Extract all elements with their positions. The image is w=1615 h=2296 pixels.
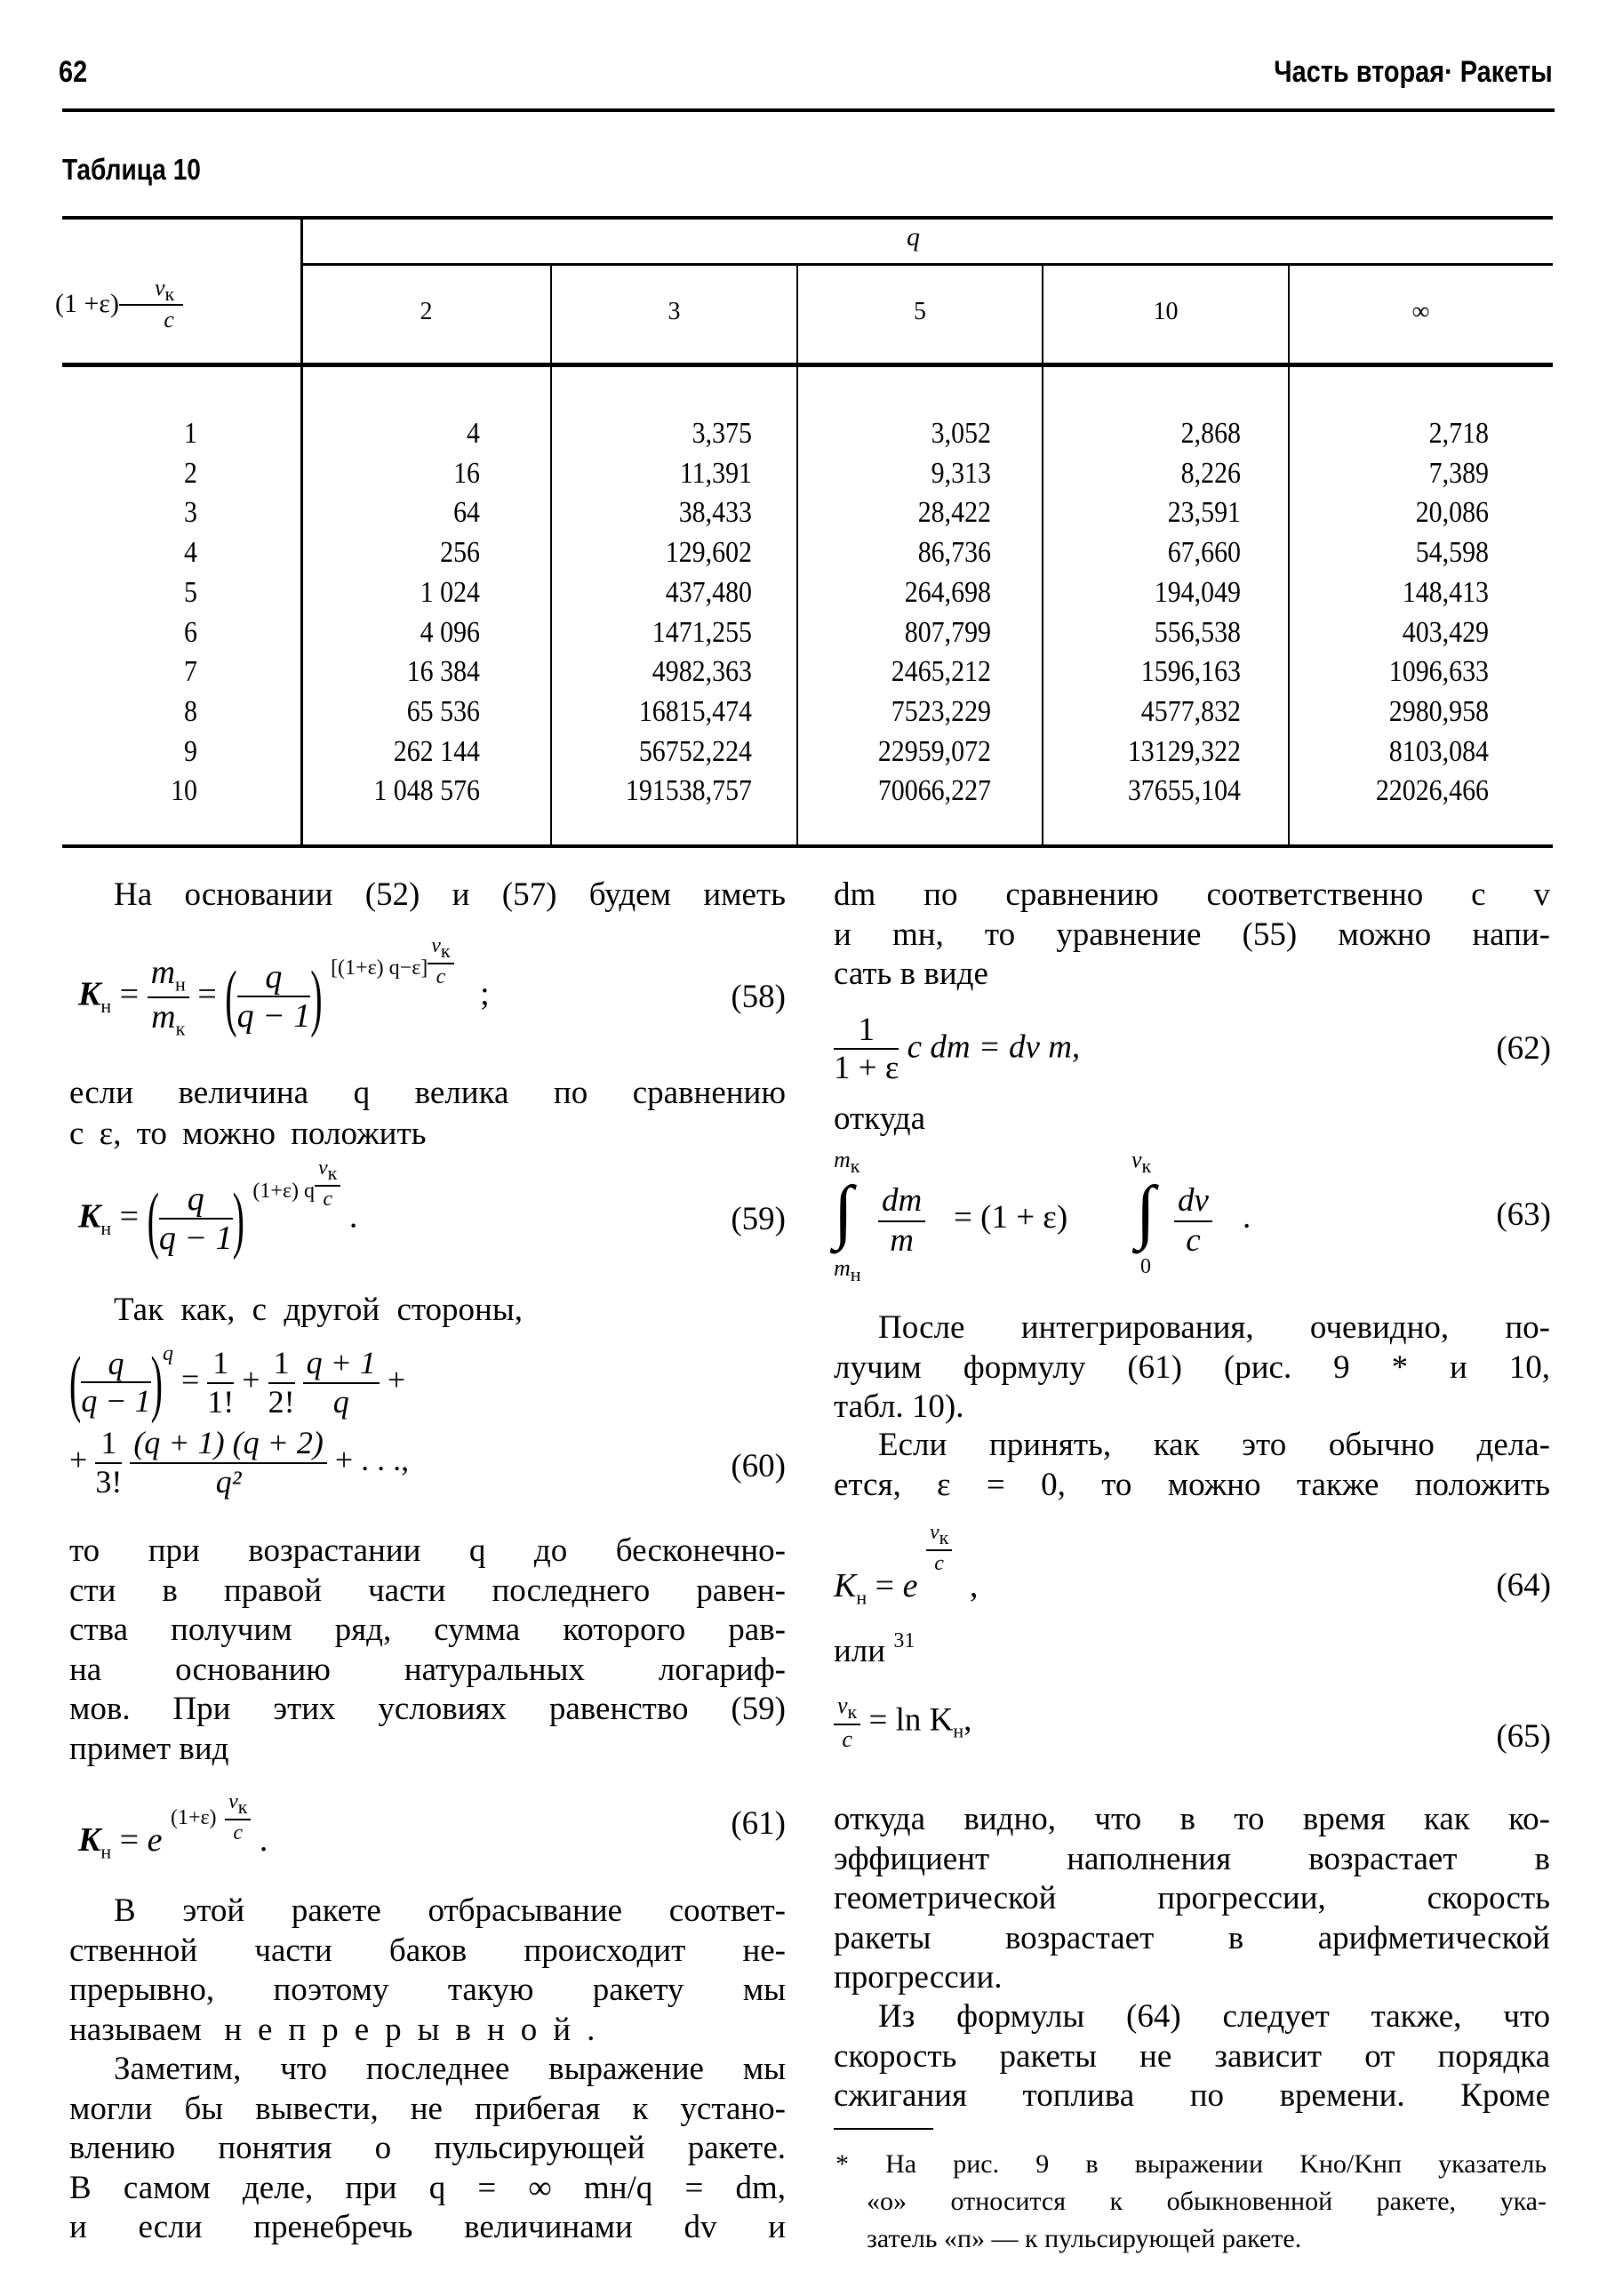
paragraph-line: то при возрастании q до бесконечно- [69,1532,786,1569]
table-cell: 22959,072 [877,734,991,768]
table-cell: 264,698 [904,575,991,609]
group-header-q: q [907,222,920,252]
table-cell: 64 [453,496,480,530]
table-cell: 403,429 [1402,615,1489,649]
paragraph-line: ется, ε = 0, то можно также положить [834,1466,1550,1503]
table-cell: 9,313 [931,456,991,490]
paragraph-line: dm по сравнению соответственно с v [834,876,1550,913]
table-top-rule [62,216,1553,220]
table-cell: 1 024 [420,575,480,609]
row-label: 8 [184,694,197,728]
equation-number: (62) [1496,1030,1551,1067]
table-cell: 4 096 [420,615,480,649]
column-header: 2 [420,298,433,325]
paragraph-line: сжигания топлива по времени. Кроме [834,2077,1550,2115]
table-cell: 191538,757 [625,774,752,808]
equation-59: $K_н$ = ( $\frac{q}{q - 1}$ ) $^{(1+\varepsilon) q}$ $\frac{v_к}{c}$ . [78,1156,358,1261]
paragraph-line: прерывно, поэтому такую ракету мы [69,1972,786,2009]
table-cell: 13129,322 [1127,734,1241,768]
table-cell: 1 048 576 [373,774,480,808]
paragraph-line: На основании (52) и (57) будем иметь [114,876,786,913]
equation-62: $\frac{1}{1 + \varepsilon}$ c dm = dv m, [834,1012,1081,1086]
column-header: 5 [914,298,926,325]
paragraph-line: Так как, с другой стороны, [114,1292,523,1328]
equation-61: $K_н = e$ (1+ε) $\frac{v_к}{c}$ . [78,1790,268,1863]
equation-number: (58) [731,979,786,1015]
paragraph-line: влению понятия о пульсирующей ракете. [69,2130,786,2167]
table-cell: 256 [440,536,480,570]
paragraph-line: если величина q велика по сравнению [69,1075,786,1111]
table-cell: 70066,227 [877,774,991,808]
paragraph-line: ства получим ряд, сумма которого рав- [69,1612,786,1649]
equation-number: (61) [731,1805,786,1842]
equation-number: (63) [1496,1196,1551,1233]
table-cell: 4 [467,417,480,450]
table-cell: 3,052 [931,417,991,450]
paragraph-line: называем непрерывной. [69,2012,612,2048]
header-rule [62,108,1555,112]
paragraph-line: с ε, то можно положить [69,1116,427,1152]
group-header-rule [302,263,1553,266]
paragraph-line: откуда видно, что в то время как ко- [834,1801,1550,1837]
equation-number: (60) [731,1448,786,1484]
equation-63: $m_к$ ∫ $m_н$ $\frac{dm}{m}$ = (1 + ε) $v_к$ ∫ 0 $\frac{dv}{c}$ . [834,1147,1251,1286]
paragraph-line: скорость ракеты не зависит от порядка [834,2037,1550,2075]
emphasized-term: непрерывной. [224,2012,612,2048]
table-cell: 556,538 [1154,615,1241,649]
row-label: 2 [184,456,197,490]
table-cell: 54,598 [1415,536,1489,570]
table-cell: 262 144 [393,734,480,768]
equation-64: $K_н = e$ $\frac{v_к}{c}$ , [834,1521,979,1609]
table-cell: 65 536 [406,694,480,728]
row-label: 6 [184,615,197,649]
table-cell: 807,799 [904,615,991,649]
table-cell: 4577,832 [1140,694,1241,728]
column-header: ∞ [1411,298,1430,325]
paragraph-line: Заметим, что последнее выражение мы [114,2051,786,2087]
page-number: 62 [59,55,88,89]
table-cell: 38,433 [678,496,752,530]
paragraph-line: и mн, то уравнение (55) можно напи- [834,916,1550,953]
table-cell: 28,422 [917,496,991,530]
row-label: 9 [184,734,197,768]
paragraph-line: и если пренебречь величинами dv и [69,2209,786,2246]
equation-number: (59) [731,1201,786,1237]
paragraph-line: на основанию натуральных логариф- [69,1651,786,1688]
table-cell: 20,086 [1415,496,1489,530]
table-cell: 16 [453,456,480,490]
paragraph-line: сти в правой части последнего равен- [69,1572,786,1609]
paragraph-line: В самом деле, при q = ∞ mн/q = dm, [69,2169,786,2206]
row-label: 1 [184,417,197,450]
footnote-line: * На рис. 9 в выражении Kно/Kнп указатель [835,2149,1547,2179]
paragraph-line: или $^{31}$ [834,1629,915,1669]
equation-number: (64) [1496,1567,1551,1604]
table-cell: 7,389 [1428,456,1489,490]
paragraph-line: мов. При этих условиях равенство (59) [69,1691,786,1728]
endnote-reference: 31 [893,1629,915,1652]
table-bottom-rule [62,844,1553,848]
table-cell: 16 384 [406,655,480,689]
table-cell: 67,660 [1167,536,1241,570]
paragraph-line: ракеты возрастает в арифметической [834,1919,1550,1956]
table-cell: 129,602 [665,536,752,570]
table-cell: 11,391 [679,456,752,490]
equation-60-line2: + $\frac{1}{3!}$ $\frac{(q + 1) (q + 2)}{\text{q²}}$ + . . ., [69,1425,410,1500]
running-title: Часть вторая· Ракеты [1274,55,1553,89]
paragraph-line: эффициент наполнения возрастает в [834,1840,1550,1877]
paragraph-line: откуда [834,1100,926,1137]
row-label: 4 [184,536,197,570]
table-cell: 1471,255 [652,615,752,649]
equation-58: $K_н$ = $\frac{m_н}{m_к}$ = ( $\frac{q}{q - 1}$ ) [(1+ε) q−ε] $\frac{v_к}{c}$ ; [78,933,490,1040]
table-cell: 56752,224 [638,734,752,768]
column-divider [550,264,552,844]
paragraph-line: Из формулы (64) следует также, что [878,1998,1550,2035]
column-divider [796,264,798,844]
paragraph-line: сать в виде [834,956,988,993]
table-cell: 148,413 [1402,575,1489,609]
table-cell: 2980,958 [1388,694,1489,728]
column-header: 3 [668,298,681,325]
paragraph-line: ственной части баков происходит не- [69,1932,786,1969]
equation-65: $\frac{v_к}{c}$ = $\ln K_н$, [834,1693,971,1752]
paragraph-line: лучим формулу (61) (рис. 9 * и 10, [834,1348,1550,1386]
paragraph-line: В этой ракете отбрасывание соответ- [114,1892,786,1929]
row-label: 5 [184,575,197,609]
table-cell: 22026,466 [1375,774,1489,808]
table-cell: 8103,084 [1388,734,1489,768]
table-cell: 194,049 [1154,575,1241,609]
table-cell: 86,736 [917,536,991,570]
column-divider [1288,264,1290,844]
row-label: 3 [184,496,197,530]
table-cell: 2,868 [1180,417,1241,450]
table-cell: 437,480 [665,575,752,609]
table-cell: 16815,474 [638,694,752,728]
table-cell: 3,375 [692,417,752,450]
table-cell: 8,226 [1180,456,1241,490]
paragraph-line: могли бы вывести, не прибегая к устано- [69,2090,786,2127]
paragraph-line: геометрической прогрессии, скорость [834,1880,1550,1917]
paragraph-line: прогрессии. [834,1959,1003,1996]
table-cell: 2,718 [1428,417,1489,450]
footnote-rule [834,2128,933,2130]
equation-60-line1: ( $\frac{q}{q - 1}$ )$^q$ = $\frac{1}{1!}$ + $\frac{1}{2!}$ $\frac{q + 1}{q}$ + [69,1340,406,1424]
paragraph-line: После интегрирования, очевидно, по- [878,1309,1550,1346]
table-header-rule [62,363,1553,367]
table-cell: 1096,633 [1388,655,1489,689]
paragraph-line: Если принять, как это обычно дела- [878,1427,1550,1463]
table-cell: 1596,163 [1140,655,1241,689]
table-cell: 2465,212 [891,655,991,689]
paragraph-line: примет вид [69,1731,229,1767]
table-caption: Таблица 10 [62,153,201,186]
table-cell: 7523,229 [891,694,991,728]
row-label: 7 [184,655,197,689]
column-divider [1042,264,1043,844]
footnote-line: «о» относится к обыкновенной ракете, ука- [867,2187,1547,2216]
row-label: 10 [171,774,197,808]
table-cell: 37655,104 [1127,774,1241,808]
footnote-line: затель «п» — к пульсирующей ракете. [867,2224,1302,2253]
equation-number: (65) [1496,1718,1551,1755]
column-header: 10 [1153,298,1179,325]
row-header: (1 +ε) $\frac{v_к}{c}$ [55,276,183,332]
table-cell: 4982,363 [652,655,752,689]
table-cell: 23,591 [1167,496,1241,530]
paragraph-line: табл. 10). [834,1388,964,1426]
